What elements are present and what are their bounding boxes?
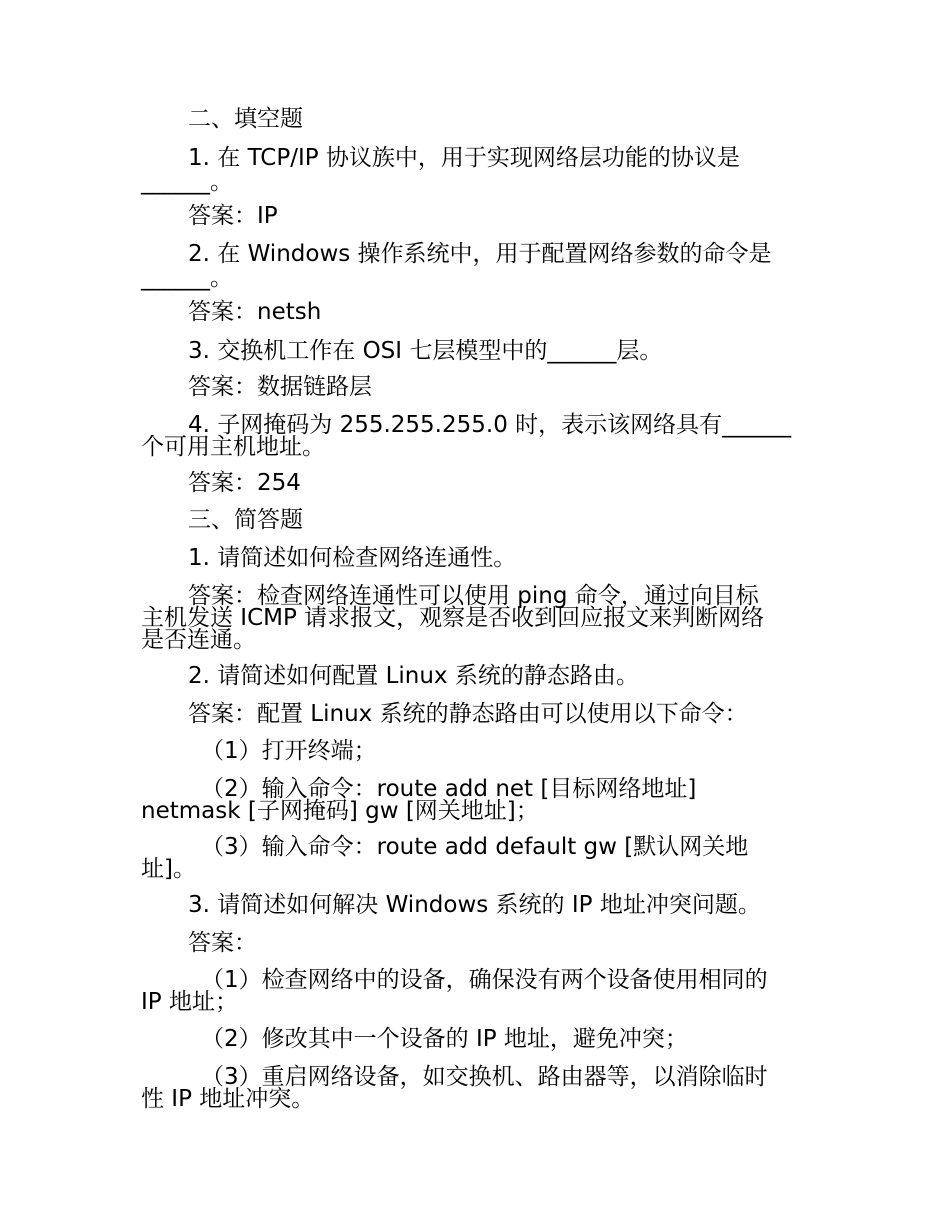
answer-text: 答案：配置 Linux 系统的静态路由可以使用以下命令： (188, 701, 748, 727)
question-text: 1. 请简述如何检查网络连通性。 (188, 545, 517, 571)
answer-step: （3）重启网络设备，如交换机、路由器等，以消除临时 (201, 1064, 768, 1090)
answer-step: 址]。 (141, 856, 196, 882)
answer-text: 答案：数据链路层 (188, 374, 372, 400)
question-text: 4. 子网掩码为 255.255.255.0 时，表示该网络具有______ (188, 412, 792, 438)
question-text: 2. 在 Windows 操作系统中，用于配置网络参数的命令是 (188, 241, 772, 267)
question-text: 3. 请简述如何解决 Windows 系统的 IP 地址冲突问题。 (188, 892, 761, 918)
answer-step: 性 IP 地址冲突。 (141, 1086, 315, 1112)
answer-text: 答案：netsh (188, 299, 322, 325)
answer-text: 是否连通。 (141, 627, 256, 653)
answer-step: IP 地址； (141, 989, 238, 1015)
question-text: ______。 (141, 169, 233, 195)
question-text: 个可用主机地址。 (141, 434, 325, 460)
answer-step: （1）打开终端； (201, 738, 377, 764)
answer-text: 答案：IP (188, 203, 278, 229)
answer-step: （1）检查网络中的设备，确保没有两个设备使用相同的 (201, 967, 768, 993)
answer-text: 主机发送 ICMP 请求报文，观察是否收到回应报文来判断网络 (141, 605, 765, 631)
answer-step: （2）修改其中一个设备的 IP 地址，避免冲突； (201, 1026, 688, 1052)
section-heading-fill-blank: 二、填空题 (188, 106, 303, 132)
answer-step: （2）输入命令：route add net [目标网络地址] (201, 776, 697, 802)
section-heading-short-answer: 三、简答题 (188, 507, 303, 533)
question-text: 1. 在 TCP/IP 协议族中，用于实现网络层功能的协议是 (188, 145, 740, 171)
answer-step: （3）输入命令：route add default gw [默认网关地 (201, 834, 749, 860)
question-text: 3. 交换机工作在 OSI 七层模型中的______层。 (188, 338, 663, 364)
answer-text: 答案：检查网络连通性可以使用 ping 命令，通过向目标 (188, 583, 759, 609)
answer-text: 答案：254 (188, 470, 301, 496)
answer-step: netmask [子网掩码] gw [网关地址]； (141, 798, 539, 824)
question-text: 2. 请简述如何配置 Linux 系统的静态路由。 (188, 663, 639, 689)
question-text: ______。 (141, 265, 233, 291)
answer-text: 答案： (188, 930, 257, 956)
